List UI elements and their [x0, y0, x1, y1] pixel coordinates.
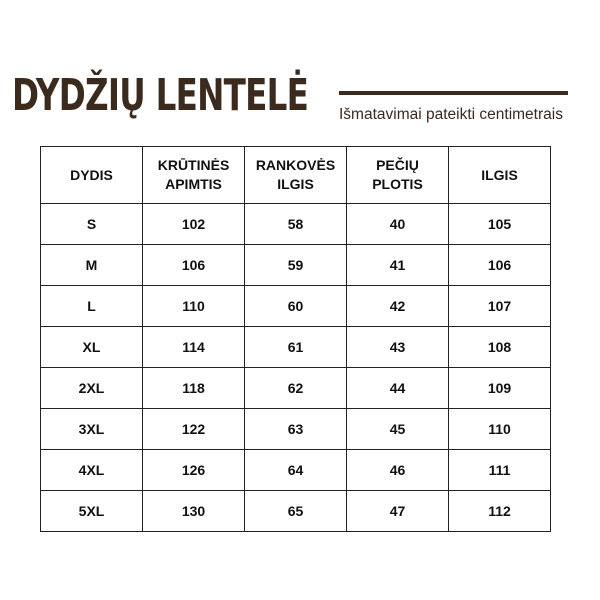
- cell-sleeve: 59: [245, 245, 347, 286]
- cell-shoulder: 44: [347, 368, 449, 409]
- cell-size: 3XL: [41, 409, 143, 450]
- column-header-length: ILGIS: [449, 147, 551, 204]
- cell-shoulder: 40: [347, 204, 449, 245]
- table-row: [41, 286, 551, 327]
- cell-shoulder: 43: [347, 327, 449, 368]
- cell-sleeve: 62: [245, 368, 347, 409]
- column-header-sleeve: RANKOVĖS ILGIS: [245, 147, 347, 204]
- cell-sleeve: 64: [245, 450, 347, 491]
- table-row: [41, 368, 551, 409]
- cell-sleeve: 60: [245, 286, 347, 327]
- cell-length: 111: [449, 450, 551, 491]
- cell-shoulder: 47: [347, 491, 449, 532]
- cell-length: 106: [449, 245, 551, 286]
- cell-size: 5XL: [41, 491, 143, 532]
- column-header-chest: KRŪTINĖS APIMTIS: [143, 147, 245, 204]
- column-header-shoulder: PEČIŲ PLOTIS: [347, 147, 449, 204]
- cell-length: 109: [449, 368, 551, 409]
- cell-shoulder: 46: [347, 450, 449, 491]
- cell-chest: 102: [143, 204, 245, 245]
- table-row: [41, 409, 551, 450]
- cell-size: XL: [41, 327, 143, 368]
- table-row: [41, 450, 551, 491]
- cell-size: S: [41, 204, 143, 245]
- cell-chest: 114: [143, 327, 245, 368]
- cell-length: 110: [449, 409, 551, 450]
- table-row: [41, 245, 551, 286]
- page-title: DYDŽIŲ LENTELĖ: [12, 70, 309, 121]
- cell-size: M: [41, 245, 143, 286]
- cell-length: 105: [449, 204, 551, 245]
- cell-chest: 118: [143, 368, 245, 409]
- size-table: [40, 146, 551, 532]
- cell-sleeve: 65: [245, 491, 347, 532]
- units-note: Išmatavimai pateikti centimetrais: [339, 106, 563, 123]
- cell-length: 107: [449, 286, 551, 327]
- cell-size: L: [41, 286, 143, 327]
- cell-chest: 110: [143, 286, 245, 327]
- table-row: [41, 204, 551, 245]
- cell-size: 2XL: [41, 368, 143, 409]
- cell-sleeve: 61: [245, 327, 347, 368]
- table-header-row: [41, 147, 551, 204]
- column-header-size: DYDIS: [41, 147, 143, 204]
- cell-chest: 126: [143, 450, 245, 491]
- cell-size: 4XL: [41, 450, 143, 491]
- cell-shoulder: 42: [347, 286, 449, 327]
- cell-length: 112: [449, 491, 551, 532]
- cell-shoulder: 41: [347, 245, 449, 286]
- table-row: [41, 491, 551, 532]
- cell-sleeve: 63: [245, 409, 347, 450]
- cell-chest: 122: [143, 409, 245, 450]
- cell-chest: 106: [143, 245, 245, 286]
- cell-chest: 130: [143, 491, 245, 532]
- cell-length: 108: [449, 327, 551, 368]
- title-divider: [339, 91, 568, 95]
- table-row: [41, 327, 551, 368]
- cell-sleeve: 58: [245, 204, 347, 245]
- cell-shoulder: 45: [347, 409, 449, 450]
